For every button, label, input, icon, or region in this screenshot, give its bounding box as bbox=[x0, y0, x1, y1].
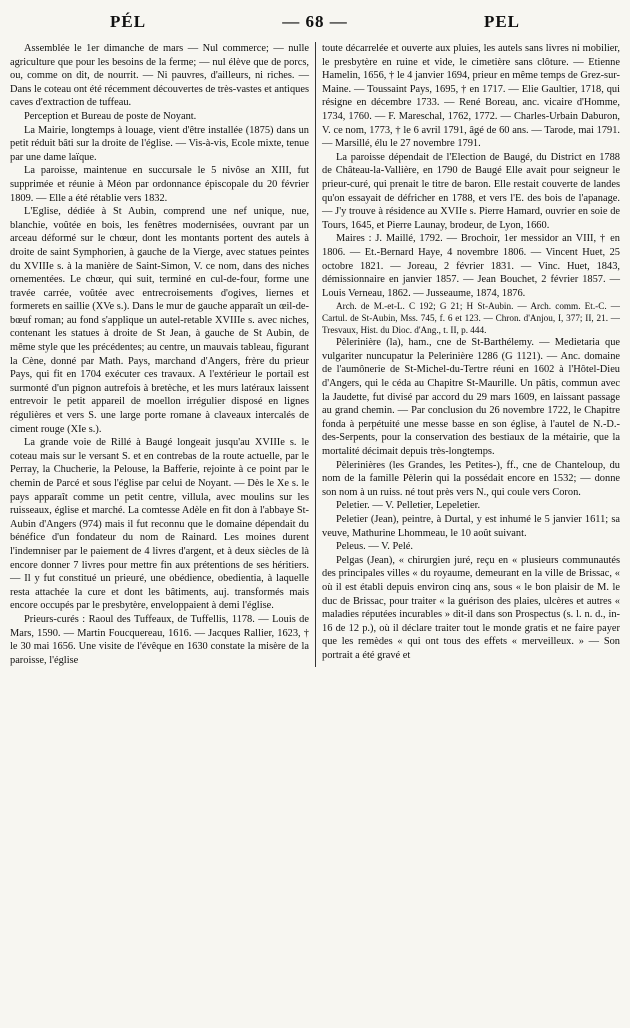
paragraph: L'Eglise, dédiée à St Aubin, comprend une nef unique, nue, blanchie, voûtée en bois, les fenêtres modernisées, ouvrant par un arceau déformé sur le chœur, dont les montants portent des autels à droite de saint Symphorien, à gauche de la Vierge, avec statues peintes du XVIIIe s. à la manière de Saint-Simon, V. ce nom, dans des niches ornementées. Le chœur, qui suit, terminé en cul-de-four, forme une travée carrée, voûtée avec entrecroisements d'ogives, liernes et formerets en saillie (XVe s.). Dans le mur de gauche apparaît un œil-de-bœuf roman; au fond s'applique un autel-retable XVIIIe s. avec niches, contenant les statues à droite de St Jean, à gauche de St Aubin, de même style que les précédentes; au centre, un mauvais tableau, figurant la Cène, donné par Math. Pays, marchand d'Angers, frère du prieur Pays, qui fit en 1704 exécuter ces travaux. A l'extérieur le portail est surmonté d'un pignon autrefois à bretèche, et les murs latéraux laissent entrevoir le petit appareil de moellon irrégulier disposé en lignes régulières et vers S. une large porte romane à claveaux intercalés de ciment rouge (XIe s.). bbox=[10, 206, 309, 435]
paragraph: La paroisse, maintenue en succursale le 5 nivôse an XIII, fut supprimée et réunie à Méon par ordonnance épiscopale du 20 février 1809. — Elle a été rétablie vers 1832. bbox=[10, 165, 309, 204]
paragraph: Perception et Bureau de poste de Noyant. bbox=[24, 110, 197, 122]
paragraph: Maires : J. Maillé, 1792. — Brochoir, 1er messidor an VIII, † en 1806. — Et.-Bernard Haye, 4 novembre 1806. — Vincent Huet, 25 octobre 1821. — Joreau, 2 février 1831. — Vinc. Huet, 1843, démissionnaire en janvier 1857. — Jean Bouchet, 2 février 1857. — Louis Verneau, 1862. — Jusseaume, 1874, 1876. bbox=[322, 233, 620, 299]
paragraph: Assemblée le 1er dimanche de mars — Nul commerce; — nulle agriculture que pour les besoins de la ferme; — nul élève que de porcs, ou, comme on dit, de nourrit. — Ni pauvres, d'ailleurs, ni riches. — Dans le coteau ont été récemment découvertes de très-vastes et antiques caves d'extraction de tuffeau. bbox=[10, 43, 309, 109]
entry-pelgas: Pelgas (Jean), « chirurgien juré, reçu en « plusieurs communautés des principales villes « du royaume, demeurant en la ville de Brissac, « où il est établi depuis environ cinq ans, sous « le bon plaisir de M. le duc de Brissac, pour traiter « la guérison des plaies, ulcères et autres « maladies réputées incurables » dit-il dans son Prospectus (s. l. n. d., in-16 de 12 p.), où il déclare traiter tout le monde gratis et ne faire payer que les remèdes « qui ont tous des effets « merveilleux. » — Son portrait a été gravé et bbox=[322, 554, 620, 661]
entry-peletier-jean: Peletier (Jean), peintre, à Durtal, y est inhumé le 5 janvier 1611; sa veuve, Mathurine Lhommeau, le 10 août suivant. bbox=[322, 514, 620, 539]
page-header bbox=[10, 8, 620, 36]
header-right: PEL bbox=[483, 12, 520, 31]
text-columns bbox=[10, 42, 620, 667]
sources-note: Arch. de M.-et-L. C 192; G 21; H St-Aubin. — Arch. comm. Et.-C. — Cartul. de St-Aubin, Mss. 745, f. 6 et 123. — Chron. d'Anjou, I, 377; II, 21. — Tresvaux, Hist. du Dioc. d'Ang., t. II, p. 444. bbox=[322, 301, 620, 336]
left-column bbox=[10, 42, 315, 667]
paragraph: toute décarrelée et ouverte aux pluies, les autels sans livres ni mobilier, le presbytère en ruine et vide, le cimetière sans clôture. — Etienne Hamelin, 1656, † le 4 janvier 1694, prieur en même temps de Grez-sur-Maine. — Toussaint Pays, 1695, † en 1717. — Elie Gaultier, 1718, qui résigne en décembre 1733. — René Boreau, anc. vicaire d'Homme, 1734, 1760. — F. Mareschal, 1762, 1772. — Charles-Urbain Daburon, V. ce nom, 1773, † le 6 avril 1791, âgé de 60 ans. — Tarode, mai 1791. — Marsillé, élu le 27 novembre 1791. bbox=[322, 43, 620, 150]
page-number: — 68 — bbox=[282, 12, 348, 31]
paragraph: La paroisse dépendait de l'Election de Baugé, du District en 1788 de Château-la-Vallière, en 1790 de Baugé Elle avait pour seigneur le prieur-curé, qui prenait le titre de baron. Elle restait couverte de landes qu'on essayait de défricher en 1788, et vers l'E. des bois de l'apanage. — J'y trouve à résidence au XVIIe s. Pierre Hamard, ouvrier en soie de Tours, 1645, et Pierre Launay, brodeur, de Lyon, 1660. bbox=[322, 151, 620, 231]
entry-peleus: Peleus. — V. Pelé. bbox=[336, 541, 413, 553]
header-left: PÉL bbox=[110, 12, 147, 31]
paragraph: La Mairie, longtemps à louage, vient d'être installée (1875) dans un petit réduit bâti sur la droite de l'église. — Vis-à-vis, Ecole mixte, tenue par une dame laïque. bbox=[10, 124, 309, 163]
entry-pelerinieres: Pèlerinières (les Grandes, les Petites-), ff., cne de Chanteloup, du nom de la famille Pèlerin qui la possédait encore en 1532; — donne son nom à un ruiss. né tout près vers N., qui coule vers Coron. bbox=[322, 459, 620, 498]
right-column bbox=[315, 42, 620, 667]
paragraph: Prieurs-curés : Raoul des Tuffeaux, de Tuffellis, 1178. — Louis de Mars, 1590. — Martin Foucquereau, 1616. — Jacques Rallier, 1623, † le 30 mai 1656. Une visite de l'évêque en 1630 constate la misère de la paroisse, l'église bbox=[10, 613, 309, 666]
entry-peletier-ref: Peletier. — V. Pelletier, Lepeletier. bbox=[336, 500, 481, 512]
paragraph: La grande voie de Rillé à Baugé longeait jusqu'au XVIIIe s. le coteau mais sur le versant S. et en contrebas de la route actuelle, par le Perray, la Chucherie, la Pelouse, la Bafferie, rejointe à ce point par le chemin de Parcé et sous l'église par celui de Noyant. — Dès le Xe s. le pays apparaît comme un petit centre, villula, avec moulins sur les ruisseaux, église et marché. La comtesse Adèle en fit don à l'abbaye St-Aubin d'Angers (974) mais il fut reconnu que le domaine dépendait du bénéfice d'un fondateur du nom de Rainard. Les moines durent l'indemniser par le paiement de 4 livres d'argent, et à deux siècles de là encore donner 7 livres pour mettre fin aux prétentions de ses héritiers. — Il y fut constitué un prieuré, une obédience, obedientia, à laquelle resta attachée la cure et dont les bâtiments, auj. transformés mais encore occupés par le presbytère, enveloppaient à demi l'église. bbox=[10, 437, 309, 612]
entry-pelerinière: Pèlerinière (la), ham., cne de St-Barthélemy. — Medietaria que vulgariter nuncupatur la Pelerinière 1286 (G 1121). — Anc. domaine de l'aumônerie de St-Michel-du-Tertre réuni en 1602 à l'Hôtel-Dieu d'Angers, qui le céda au Chapitre St-Maurille. Un pâtis, commun avec la Jaudette, fut divisé par accord du 29 mars 1609, en laissant passage au grand chemin. — Par conclusion du 26 novembre 1722, le Chapitre fonda à perpétuité une messe basse en son église, à l'autel de N.-D.-des-Serpents, pour la conservation des bestiaux de la métairie, que la mortalité décimait depuis très-longtemps. bbox=[322, 337, 620, 458]
